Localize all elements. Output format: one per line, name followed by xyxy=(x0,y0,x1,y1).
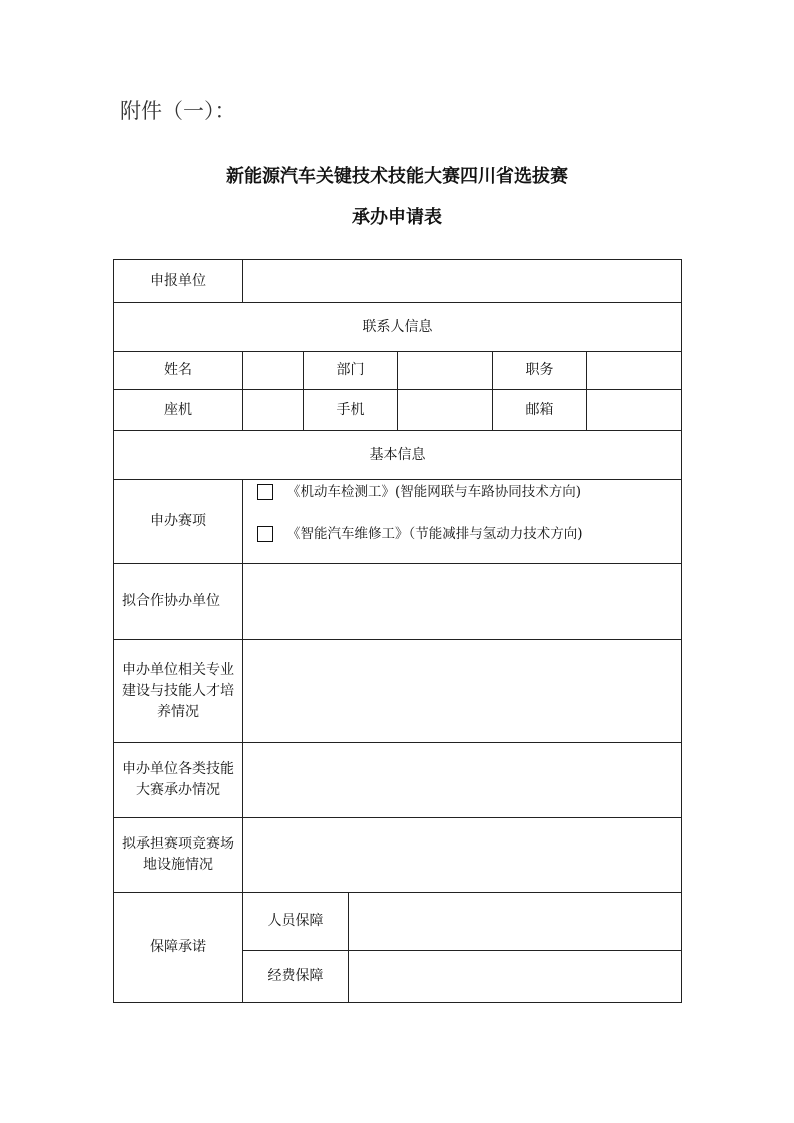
event-option-2[interactable] xyxy=(257,523,681,545)
personnel-guarantee-label: 人员保障 xyxy=(243,893,349,951)
event-options xyxy=(243,480,682,564)
contact-row-2 xyxy=(114,390,682,431)
applicant-unit-label: 申报单位 xyxy=(114,260,243,303)
application-form-table xyxy=(113,259,682,1003)
venue-label: 拟承担赛项竞赛场地设施情况 xyxy=(114,818,243,893)
landline-label: 座机 xyxy=(114,390,243,431)
document-subtitle: 承办申请表 xyxy=(352,207,442,228)
checkbox-icon[interactable] xyxy=(257,526,273,542)
position-field[interactable] xyxy=(587,352,682,390)
position-label: 职务 xyxy=(493,352,587,390)
department-field[interactable] xyxy=(398,352,493,390)
event-option-label: 《机动车检测工》(智能网联与车路协同技术方向) xyxy=(287,483,582,500)
email-field[interactable] xyxy=(587,390,682,431)
checkbox-icon[interactable] xyxy=(257,484,273,500)
co-organizer-label: 拟合作协办单位 xyxy=(114,564,243,640)
basic-section-row xyxy=(114,431,682,480)
mobile-field[interactable] xyxy=(398,390,493,431)
department-label: 部门 xyxy=(304,352,398,390)
name-field[interactable] xyxy=(243,352,304,390)
major-building-label: 申办单位相关专业建设与技能人才培养情况 xyxy=(114,640,243,743)
competition-history-row xyxy=(114,743,682,818)
event-option-1[interactable] xyxy=(257,481,681,503)
contact-section-row xyxy=(114,303,682,352)
landline-field[interactable] xyxy=(243,390,304,431)
name-label: 姓名 xyxy=(114,352,243,390)
event-option-label: 《智能汽车维修工》（节能减排与氢动力技术方向) xyxy=(287,525,583,542)
applicant-unit-row xyxy=(114,260,682,303)
guarantee-label: 保障承诺 xyxy=(114,893,243,1003)
mobile-label: 手机 xyxy=(304,390,398,431)
guarantee-row-personnel xyxy=(114,893,682,951)
funding-guarantee-field[interactable] xyxy=(349,951,682,1003)
venue-field[interactable] xyxy=(243,818,682,893)
attachment-label: 附件（一）： xyxy=(120,99,236,123)
applicant-unit-field[interactable] xyxy=(243,260,682,303)
venue-row xyxy=(114,818,682,893)
events-row xyxy=(114,480,682,564)
competition-history-field[interactable] xyxy=(243,743,682,818)
events-label: 申办赛项 xyxy=(114,480,243,564)
co-organizer-row xyxy=(114,564,682,640)
personnel-guarantee-field[interactable] xyxy=(349,893,682,951)
funding-guarantee-label: 经费保障 xyxy=(243,951,349,1003)
email-label: 邮箱 xyxy=(493,390,587,431)
basic-section-heading: 基本信息 xyxy=(114,431,682,480)
co-organizer-field[interactable] xyxy=(243,564,682,640)
major-building-row xyxy=(114,640,682,743)
major-building-field[interactable] xyxy=(243,640,682,743)
document-title: 新能源汽车关键技术技能大赛四川省选拔赛 xyxy=(226,166,568,187)
contact-section-heading: 联系人信息 xyxy=(114,303,682,352)
competition-history-label: 申办单位各类技能大赛承办情况 xyxy=(114,743,243,818)
contact-row-1 xyxy=(114,352,682,390)
